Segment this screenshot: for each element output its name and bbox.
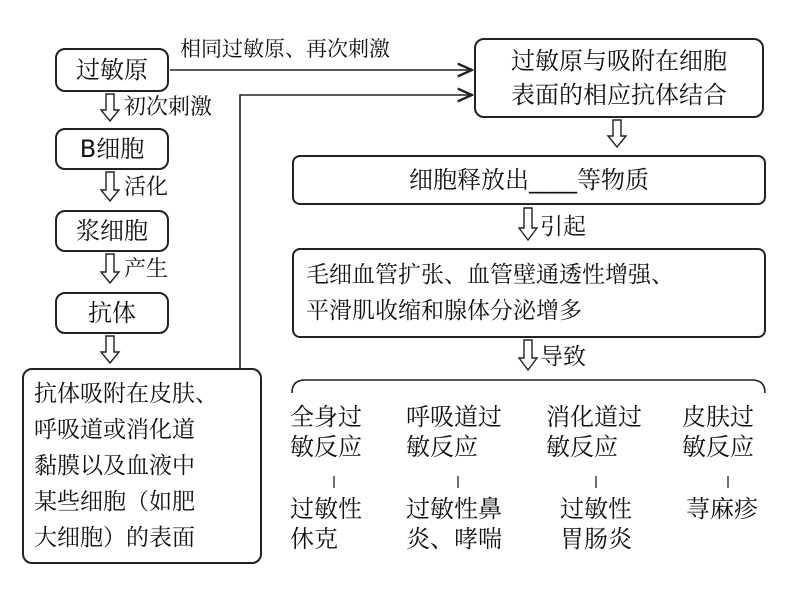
effects-box (292, 248, 766, 338)
reaction-example-3 (560, 494, 632, 554)
lead-to-label: 导致 (540, 344, 586, 370)
b-cell-box (55, 128, 169, 170)
effects-line-2: 平滑肌收缩和腺体分泌增多 (306, 298, 582, 324)
hollow-arrow-2 (101, 172, 119, 201)
reaction-type-4 (682, 402, 754, 462)
allergen-text: 过敏原 (76, 56, 148, 84)
reaction-example-2-line-2: 炎、哮喘 (406, 525, 502, 553)
produce-label: 产生 (124, 257, 169, 282)
reaction-type-3-line-1: 消化道过 (546, 403, 642, 431)
reaction-type-1 (290, 402, 362, 462)
hollow-arrow-3 (101, 254, 119, 283)
hollow-arrow-7 (519, 340, 537, 370)
plasma-cell-box (55, 210, 169, 252)
binding-line-1: 过敏原与吸附在细胞 (511, 47, 727, 75)
top-arrow-label: 相同过敏原、再次刺激 (180, 37, 390, 61)
reaction-type-2 (406, 402, 502, 462)
adsorption-box (22, 368, 262, 564)
antibody-text: 抗体 (88, 299, 136, 327)
reaction-type-1-line-1: 全身过 (290, 403, 362, 431)
binding-box (474, 38, 764, 118)
reaction-example-1-line-2: 休克 (290, 525, 338, 553)
hollow-arrow-4 (101, 336, 119, 363)
hollow-arrow-6 (519, 208, 537, 240)
reaction-example-4-line-1: 荨麻疹 (686, 495, 758, 523)
cause-label: 引起 (540, 214, 586, 240)
adsorption-line-4: 某些细胞（如肥 (34, 489, 195, 515)
hollow-arrow-5 (608, 120, 626, 147)
reaction-type-4-line-1: 皮肤过 (682, 403, 754, 431)
reaction-example-3-line-2: 胃肠炎 (560, 525, 632, 553)
reaction-example-1 (290, 494, 362, 554)
release-text: 细胞释放出____等物质 (409, 166, 649, 194)
reaction-type-2-line-2: 敏反应 (406, 433, 478, 461)
reaction-example-1-line-1: 过敏性 (290, 495, 362, 523)
adsorption-line-2: 呼吸道或消化道 (34, 417, 195, 443)
reaction-type-1-line-2: 敏反应 (290, 433, 362, 461)
hollow-arrow-1 (101, 94, 119, 121)
reaction-type-3-line-2: 敏反应 (546, 433, 618, 461)
adsorption-line-5: 大细胞）的表面 (34, 525, 195, 551)
antibody-box (55, 292, 169, 334)
reaction-type-4-line-2: 敏反应 (682, 433, 754, 461)
activate-label: 活化 (124, 175, 169, 200)
reaction-example-4 (686, 494, 758, 524)
b-cell-text: B细胞 (79, 135, 145, 163)
reactions-bracket (292, 380, 765, 393)
reaction-type-2-line-1: 呼吸道过 (406, 403, 502, 431)
reaction-example-2-line-1: 过敏性鼻 (406, 495, 502, 523)
effects-line-1: 毛细血管扩张、血管壁通透性增强、 (306, 262, 674, 288)
reaction-example-3-line-1: 过敏性 (560, 495, 632, 523)
adsorption-line-1: 抗体吸附在皮肤、 (34, 381, 218, 407)
adsorption-line-3: 黏膜以及血液中 (34, 453, 195, 479)
allergen-box (55, 48, 169, 92)
first-stimulus-label: 初次刺激 (124, 95, 213, 120)
reaction-example-2 (406, 494, 502, 554)
binding-line-2: 表面的相应抗体结合 (511, 81, 727, 109)
plasma-cell-text: 浆细胞 (76, 217, 148, 245)
reaction-type-3 (546, 402, 642, 462)
release-box (292, 155, 766, 205)
